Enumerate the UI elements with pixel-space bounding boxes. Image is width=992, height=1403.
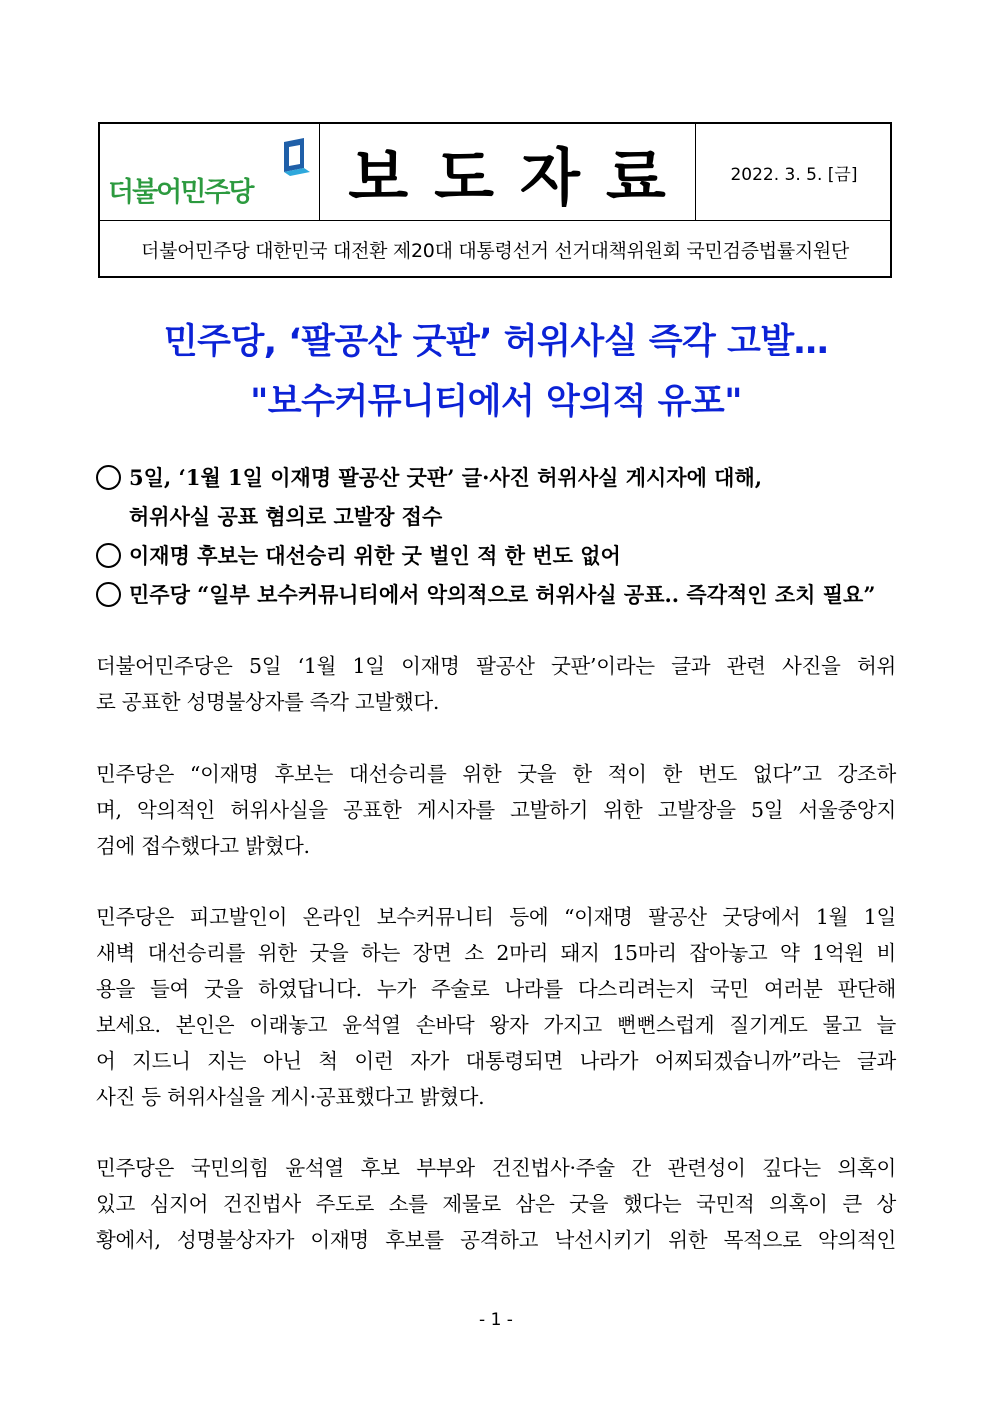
body-paragraph-2 bbox=[96, 756, 896, 864]
summary-item-1-line-2: 허위사실 공표 혐의로 고발장 접수 bbox=[129, 504, 443, 529]
organization-name: 더불어민주당 대한민국 대전환 제20대 대통령선거 선거대책위원회 국민검증법률지원단 bbox=[141, 239, 849, 262]
summary-item-3-text: 민주당 “일부 보수커뮤니티에서 악의적으로 허위사실 공표.. 즉각적인 조치 필요” bbox=[129, 582, 876, 607]
circle-bullet-icon bbox=[96, 582, 121, 607]
paragraph-line: 민주당은 피고발인이 온라인 보수커뮤니티 등에 “이재명 팔공산 굿당에서 1월 1일 bbox=[96, 905, 896, 929]
circle-bullet-icon bbox=[96, 465, 121, 490]
body-paragraph-1 bbox=[96, 648, 896, 720]
summary-item-2 bbox=[96, 540, 906, 570]
release-date: 2022. 3. 5. [금] bbox=[730, 164, 858, 185]
press-header-table bbox=[98, 122, 892, 278]
release-date-cell bbox=[696, 124, 892, 220]
party-logo-text: 더불어민주당 bbox=[108, 177, 253, 208]
body-paragraph-4 bbox=[96, 1150, 896, 1258]
header-top-row bbox=[100, 124, 890, 221]
paragraph-line: 있고 심지어 건진법사 주도로 소를 제물로 삼은 굿을 했다는 국민적 의혹이 큰 상 bbox=[96, 1192, 896, 1216]
summary-item-1-line-1: 5일, ‘1월 1일 이재명 팔공산 굿판’ 글·사진 허위사실 게시자에 대해, bbox=[129, 465, 763, 490]
header-organization-row bbox=[100, 221, 890, 277]
press-release-title: 보도자료 bbox=[348, 140, 692, 214]
party-emblem-icon bbox=[278, 138, 312, 178]
summary-item-2-text: 이재명 후보는 대선승리 위한 굿 벌인 적 한 번도 없어 bbox=[129, 543, 621, 568]
paragraph-line: 사진 등 허위사실을 게시·공표했다고 밝혔다. bbox=[96, 1085, 485, 1109]
headline-line-2: "보수커뮤니티에서 악의적 유포" bbox=[250, 382, 742, 422]
paragraph-line: 새벽 대선승리를 위한 굿을 하는 장면 소 2마리 돼지 15마리 잡아놓고 약 1억원 비 bbox=[96, 941, 896, 965]
press-release-title-cell bbox=[319, 124, 696, 220]
summary-item-3 bbox=[96, 579, 906, 609]
paragraph-line: 검에 접수했다고 밝혔다. bbox=[96, 834, 310, 858]
summary-item-1 bbox=[96, 462, 906, 492]
paragraph-line: 민주당은 “이재명 후보는 대선승리를 위한 굿을 한 적이 한 번도 없다”고 강조하 bbox=[96, 762, 896, 786]
paragraph-line: 보세요. 본인은 이래놓고 윤석열 손바닥 왕자 가지고 뻔뻔스럽게 질기게도 물고 늘 bbox=[96, 1013, 896, 1037]
paragraph-line: 더불어민주당은 5일 ‘1월 1일 이재명 팔공산 굿판’이라는 글과 관련 사진을 허위 bbox=[96, 654, 896, 678]
page-number: - 1 - bbox=[479, 1310, 513, 1330]
paragraph-line: 어 지드니 지는 아닌 척 이런 자가 대통령되면 나라가 어찌되겠습니까”라는 글과 bbox=[96, 1049, 896, 1073]
party-logo bbox=[100, 124, 320, 220]
body-paragraph-3 bbox=[96, 899, 896, 1115]
paragraph-line: 황에서, 성명불상자가 이재명 후보를 공격하고 낙선시키기 위한 목적으로 악의적인 bbox=[96, 1228, 896, 1252]
headline-line-1: 민주당, ‘팔공산 굿판’ 허위사실 즉각 고발… bbox=[163, 322, 829, 362]
circle-bullet-icon bbox=[96, 543, 121, 568]
summary-item-1-continued bbox=[129, 501, 939, 531]
paragraph-line: 용을 들여 굿을 하였답니다. 누가 주술로 나라를 다스리려는지 국민 여러분 판단해 bbox=[96, 977, 896, 1001]
paragraph-line: 며, 악의적인 허위사실을 공표한 게시자를 고발하기 위한 고발장을 5일 서울중앙지 bbox=[96, 798, 896, 822]
paragraph-line: 민주당은 국민의힘 윤석열 후보 부부와 건진법사·주술 간 관련성이 깊다는 의혹이 bbox=[96, 1156, 896, 1180]
paragraph-line: 로 공표한 성명불상자를 즉각 고발했다. bbox=[96, 690, 440, 714]
